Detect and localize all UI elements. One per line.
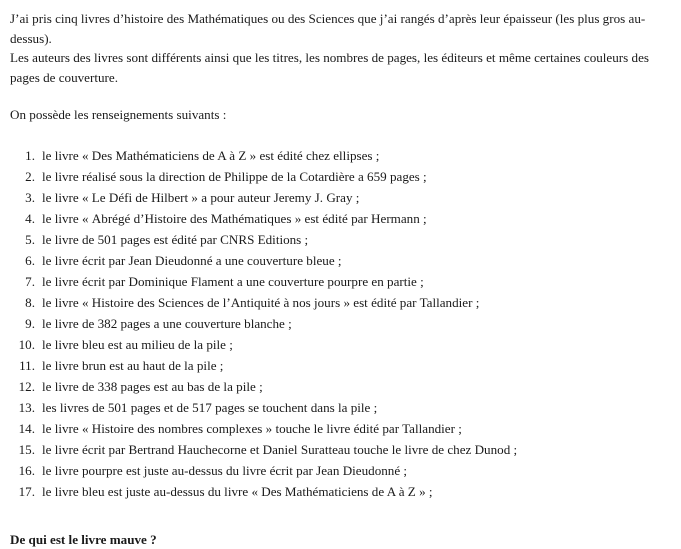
intro-paragraph-2: Les auteurs des livres sont différents ainsi que les titres, les nombres de pages, les éditeurs et même certaines couleurs des pages de couverture. — [10, 48, 671, 87]
list-item — [10, 418, 675, 439]
final-question: De qui est le livre mauve ? — [10, 502, 675, 549]
clue-number: 7. — [10, 271, 42, 292]
list-item — [10, 460, 675, 481]
clue-number: 15. — [10, 439, 42, 460]
intro-section — [10, 9, 675, 87]
clue-text: le livre bleu est juste au-dessus du livre « Des Mathématiciens de A à Z » ; — [42, 481, 433, 502]
clue-number: 5. — [10, 229, 42, 250]
clue-text: le livre écrit par Bertrand Hauchecorne et Daniel Suratteau touche le livre de chez Dunod ; — [42, 439, 517, 460]
clue-text: le livre « Histoire des Sciences de l’Antiquité à nos jours » est édité par Tallandier ; — [42, 292, 479, 313]
clue-text: le livre de 501 pages est édité par CNRS Editions ; — [42, 229, 308, 250]
clue-text: le livre « Histoire des nombres complexes » touche le livre édité par Tallandier ; — [42, 418, 462, 439]
clue-text: le livre « Le Défi de Hilbert » a pour auteur Jeremy J. Gray ; — [42, 187, 359, 208]
clue-number: 8. — [10, 292, 42, 313]
clue-number: 9. — [10, 313, 42, 334]
list-item — [10, 145, 675, 166]
list-item — [10, 376, 675, 397]
intro-paragraph-1: J’ai pris cinq livres d’histoire des Mathématiques ou des Sciences que j’ai rangés d’après leur épaisseur (les plus gros au-dessus). — [10, 9, 671, 48]
list-item — [10, 481, 675, 502]
clue-text: le livre « Abrégé d’Histoire des Mathématiques » est édité par Hermann ; — [42, 208, 427, 229]
list-item — [10, 355, 675, 376]
clue-text: le livre « Des Mathématiciens de A à Z » est édité chez ellipses ; — [42, 145, 379, 166]
list-item — [10, 208, 675, 229]
clue-number: 3. — [10, 187, 42, 208]
list-item — [10, 187, 675, 208]
clue-number: 11. — [10, 355, 42, 376]
clue-text: le livre écrit par Dominique Flament a une couverture pourpre en partie ; — [42, 271, 424, 292]
clue-number: 12. — [10, 376, 42, 397]
clue-number: 1. — [10, 145, 42, 166]
list-item — [10, 166, 675, 187]
clue-text: le livre pourpre est juste au-dessus du livre écrit par Jean Dieudonné ; — [42, 460, 407, 481]
list-item — [10, 313, 675, 334]
list-item — [10, 271, 675, 292]
clue-text: le livre réalisé sous la direction de Philippe de la Cotardière a 659 pages ; — [42, 166, 427, 187]
clue-text: le livre bleu est au milieu de la pile ; — [42, 334, 233, 355]
clue-number: 16. — [10, 460, 42, 481]
list-item — [10, 250, 675, 271]
list-item — [10, 334, 675, 355]
clue-text: les livres de 501 pages et de 517 pages se touchent dans la pile ; — [42, 397, 377, 418]
list-item — [10, 439, 675, 460]
clue-number: 17. — [10, 481, 42, 502]
clue-number: 6. — [10, 250, 42, 271]
clue-text: le livre de 338 pages est au bas de la pile ; — [42, 376, 263, 397]
clue-text: le livre brun est au haut de la pile ; — [42, 355, 223, 376]
clue-number: 4. — [10, 208, 42, 229]
clue-text: le livre écrit par Jean Dieudonné a une couverture bleue ; — [42, 250, 342, 271]
list-item — [10, 229, 675, 250]
list-item — [10, 292, 675, 313]
clue-list — [10, 125, 675, 502]
list-item — [10, 397, 675, 418]
clue-number: 10. — [10, 334, 42, 355]
clue-text: le livre de 382 pages a une couverture blanche ; — [42, 313, 292, 334]
clue-number: 13. — [10, 397, 42, 418]
prompt-line: On possède les renseignements suivants : — [10, 87, 675, 125]
clue-number: 14. — [10, 418, 42, 439]
clue-number: 2. — [10, 166, 42, 187]
